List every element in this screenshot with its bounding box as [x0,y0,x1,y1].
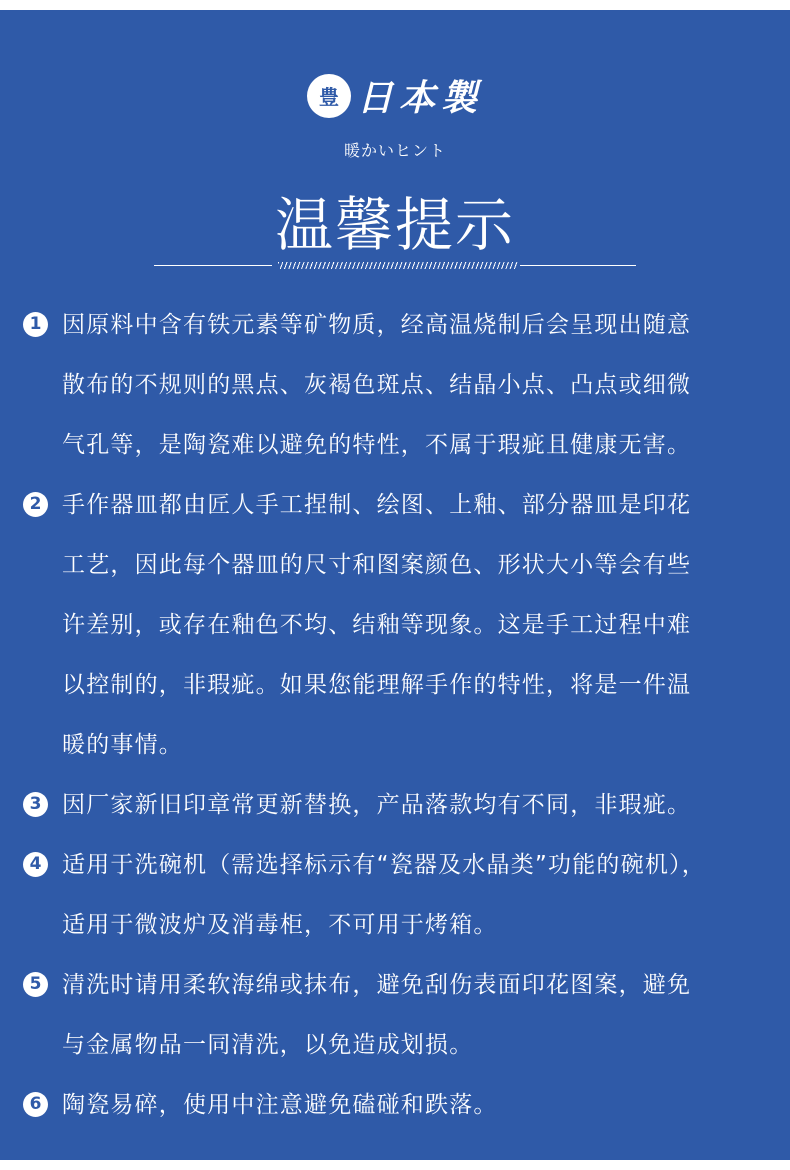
logo-text: 日本製 [356,77,483,119]
item-text [62,475,752,775]
tips-panel [0,10,790,1160]
divider-line-left [154,265,272,266]
number-badge: 3 [23,792,48,817]
item-line: 暖的事情。 [62,732,183,758]
item-line: 适用于微波炉及消毒柜，不可用于烤箱。 [62,912,498,938]
item-line: 许差别，或存在釉色不均、结釉等现象。这是手工过程中难 [62,612,692,638]
brand-logo [0,70,790,121]
item-line: 与金属物品一同清洗，以免造成划损。 [62,1032,474,1058]
item-text [62,835,752,955]
item-line: 工艺，因此每个器皿的尺寸和图案颜色、形状大小等会有些 [62,552,692,578]
number-badge: 2 [23,492,48,517]
item-line: 因厂家新旧印章常更新替换，产品落款均有不同，非瑕疵。 [62,792,692,818]
item-line: 以控制的，非瑕疵。如果您能理解手作的特性，将是一件温 [62,672,692,698]
divider-line-right [520,265,636,266]
item-line: 气孔等，是陶瓷难以避免的特性，不属于瑕疵且健康无害。 [62,432,692,458]
item-text [62,1075,752,1135]
item-text [62,775,752,835]
item-line: 散布的不规则的黑点、灰褐色斑点、结晶小点、凸点或细微 [62,372,692,398]
number-badge: 6 [23,1092,48,1117]
divider-hatch [278,262,518,269]
item-line: 陶瓷易碎，使用中注意避免磕碰和跌落。 [62,1092,498,1118]
item-line: 清洗时请用柔软海绵或抹布，避免刮伤表面印花图案，避免 [62,972,692,998]
item-line: 因原料中含有铁元素等矿物质，经高温烧制后会呈现出随意 [62,312,692,338]
number-badge: 5 [23,972,48,997]
seal-glyph: 豊 [318,85,339,109]
page-title: 温馨提示 [274,191,515,259]
title-divider [154,262,636,270]
subtitle: 暖かいヒント [343,141,446,160]
item-text [62,295,752,475]
item-text [62,955,752,1075]
number-badge: 1 [23,312,48,337]
number-badge: 4 [23,852,48,877]
item-line: 手作器皿都由匠人手工捏制、绘图、上釉、部分器皿是印花 [62,492,692,518]
item-line: 适用于洗碗机（需选择标示有“瓷器及水晶类”功能的碗机）， [62,852,706,878]
seal-icon [307,74,351,118]
